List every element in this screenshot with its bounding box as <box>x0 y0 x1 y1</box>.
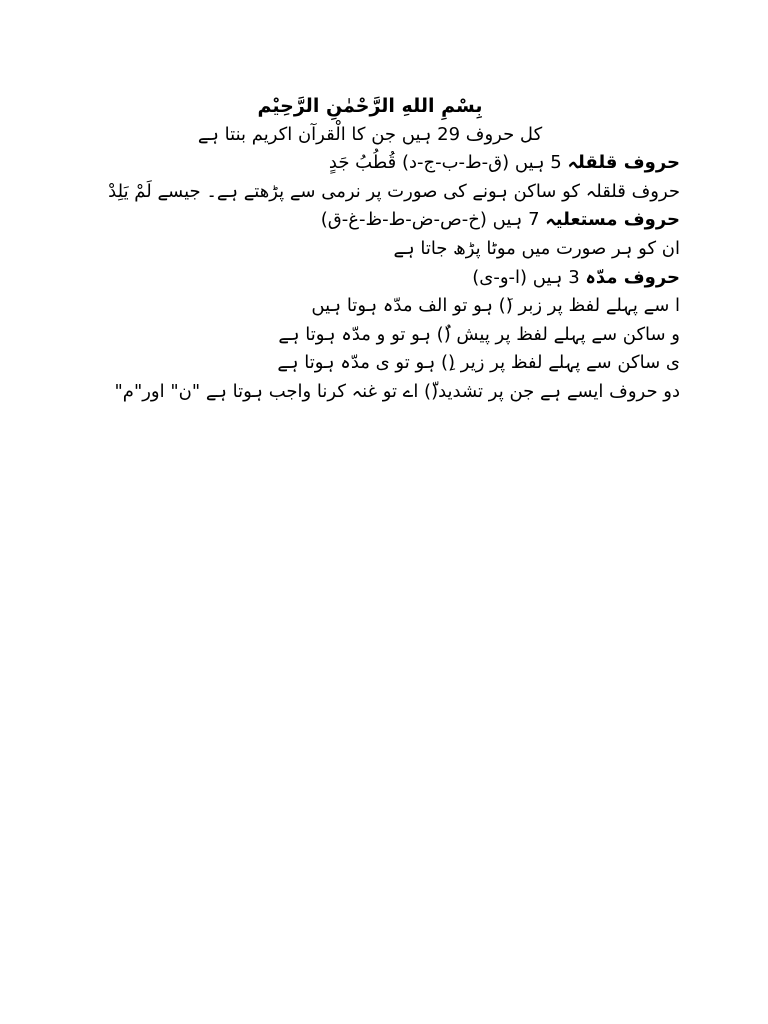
qalqala-description: حروف قلقلہ کو ساکن ہونے کی صورت پر نرمی سے پڑھتے ہے۔ جیسے لَمْ یَلِدْ <box>108 180 680 202</box>
mustaliya-letters: 7 ہیں (خ-ص-ض-ط-ظ-غ-ق) <box>320 209 546 231</box>
madda-heading <box>60 264 680 293</box>
madda-rule-waw: و ساکن سے پہلے لفظ پر پیش (ُ) ہو تو و مدّہ ہوتا ہے <box>278 323 680 345</box>
madda-rule-ya: ی ساکن سے پہلے لفظ پر زیر (ِ) ہو تو ی مدّہ ہوتا ہے <box>277 352 680 374</box>
madda-letters: 3 ہیں (ا-و-ی) <box>472 266 586 288</box>
madda-rule-alif: ا سے پہلے لفظ پر زبر (َ) ہو تو الف مدّہ ہوتا ہیں <box>311 295 680 317</box>
mustaliya-heading <box>60 206 680 235</box>
qalqala-label: حروف قلقلہ <box>567 152 680 174</box>
ghunna-rule: دو حروف ایسے ہے جن پر تشدید(ّ) اے تو غنہ کرنا واجب ہوتا ہے "ن" اور"م" <box>114 380 680 402</box>
qalqala-letters: 5 ہیں (ق-ط-ب-ج-د) قُطُبُ جَدٍ <box>328 152 568 174</box>
intro-line: کل حروف 29 ہیں جن کا الْقرآن اکریم بنتا ہے <box>197 123 543 145</box>
bismillah-title: بِسْمِ اللهِ الرَّحْمٰنِ الرَّحِيْم <box>257 95 483 117</box>
mustaliya-label: حروف مستعلیہ <box>545 209 680 231</box>
madda-label: حروف مدّہ <box>585 266 680 288</box>
mustaliya-description: ان کو ہر صورت میں موٹا پڑھ جاتا ہے <box>393 237 680 259</box>
document-body <box>60 92 680 407</box>
qalqala-heading <box>60 149 680 178</box>
